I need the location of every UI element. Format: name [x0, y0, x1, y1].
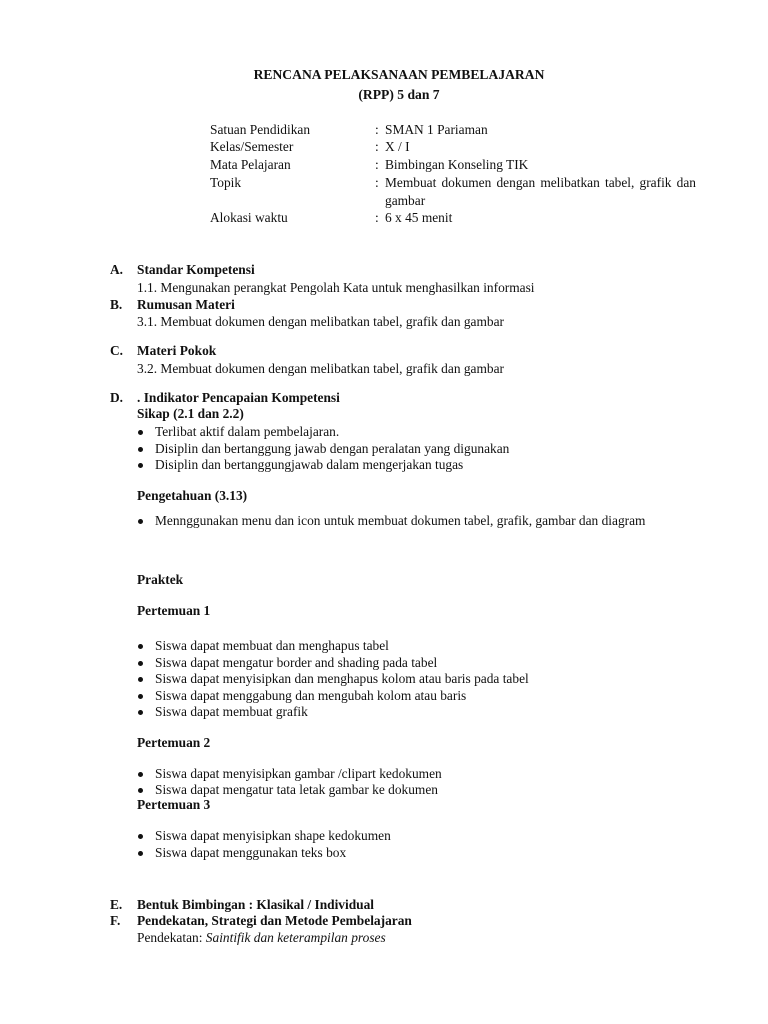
pendekatan-value: Saintifik dan keterampilan proses — [205, 930, 386, 945]
section-c-letter: C. — [110, 343, 124, 358]
section-b-heading: Rumusan Materi — [137, 297, 235, 312]
section-a-heading: Standar Kompetensi — [137, 262, 255, 277]
section-b-letter: B. — [110, 297, 123, 312]
info-colon: : — [375, 139, 379, 154]
pertemuan-3-heading: Pertemuan 3 — [137, 797, 211, 812]
pertemuan-2-heading: Pertemuan 2 — [137, 735, 211, 750]
bullet-icon — [138, 463, 143, 468]
info-value-mapel: Bimbingan Konseling TIK — [385, 157, 529, 172]
bullet-icon — [138, 430, 143, 435]
bullet-icon — [138, 834, 143, 839]
info-value-alokasi: 6 x 45 menit — [385, 210, 453, 225]
info-colon: : — [375, 175, 379, 190]
info-value-topik: Membuat dokumen dengan melibatkan tabel, grafik dan gambar — [385, 175, 696, 208]
section-e-letter: E. — [110, 897, 123, 912]
section-d-letter: D. — [110, 390, 124, 405]
pengetahuan-heading: Pengetahuan (3.13) — [137, 488, 248, 503]
bullet-icon — [138, 772, 143, 777]
info-colon: : — [375, 122, 379, 137]
section-e-heading: Bentuk Bimbingan : Klasikal / Individual — [137, 897, 375, 912]
pertemuan-1-heading: Pertemuan 1 — [137, 603, 211, 618]
info-label-mapel: Mata Pelajaran — [210, 157, 291, 172]
sikap-heading: Sikap (2.1 dan 2.2) — [137, 406, 244, 421]
section-d-heading: . Indikator Pencapaian Kompetensi — [137, 390, 340, 405]
bullet-icon — [138, 661, 143, 666]
bullet-icon — [138, 447, 143, 452]
section-f-body — [137, 930, 386, 946]
bullet-icon — [138, 644, 143, 649]
document-title: RENCANA PELAKSANAAN PEMBELAJARAN — [253, 67, 545, 82]
info-colon: : — [375, 157, 379, 172]
section-c-heading: Materi Pokok — [137, 343, 217, 358]
bullet-icon — [138, 694, 143, 699]
section-b-body: 3.1. Membuat dokumen dengan melibatkan tabel, grafik dan gambar — [137, 314, 505, 329]
section-f-heading: Pendekatan, Strategi dan Metode Pembelajaran — [137, 913, 412, 928]
bullet-icon — [138, 788, 143, 793]
bullet-icon — [138, 677, 143, 682]
section-a-body: 1.1. Mengunakan perangkat Pengolah Kata untuk menghasilkan informasi — [137, 280, 535, 295]
info-label-satuan: Satuan Pendidikan — [210, 122, 311, 137]
info-value-kelas: X / I — [385, 139, 410, 154]
info-value-satuan: SMAN 1 Pariaman — [385, 122, 488, 137]
section-c-body: 3.2. Membuat dokumen dengan melibatkan tabel, grafik dan gambar — [137, 361, 505, 376]
bullet-icon — [138, 710, 143, 715]
bullet-icon — [138, 519, 143, 524]
info-label-kelas: Kelas/Semester — [210, 139, 294, 154]
praktek-heading: Praktek — [137, 572, 184, 587]
info-colon: : — [375, 210, 379, 225]
bullet-icon — [138, 851, 143, 856]
info-label-topik: Topik — [210, 175, 242, 190]
section-a-letter: A. — [110, 262, 124, 277]
pendekatan-label: Pendekatan: — [137, 930, 206, 945]
info-label-alokasi: Alokasi waktu — [210, 210, 288, 225]
section-f-letter: F. — [110, 913, 121, 928]
document-subtitle: (RPP) 5 dan 7 — [358, 87, 440, 102]
